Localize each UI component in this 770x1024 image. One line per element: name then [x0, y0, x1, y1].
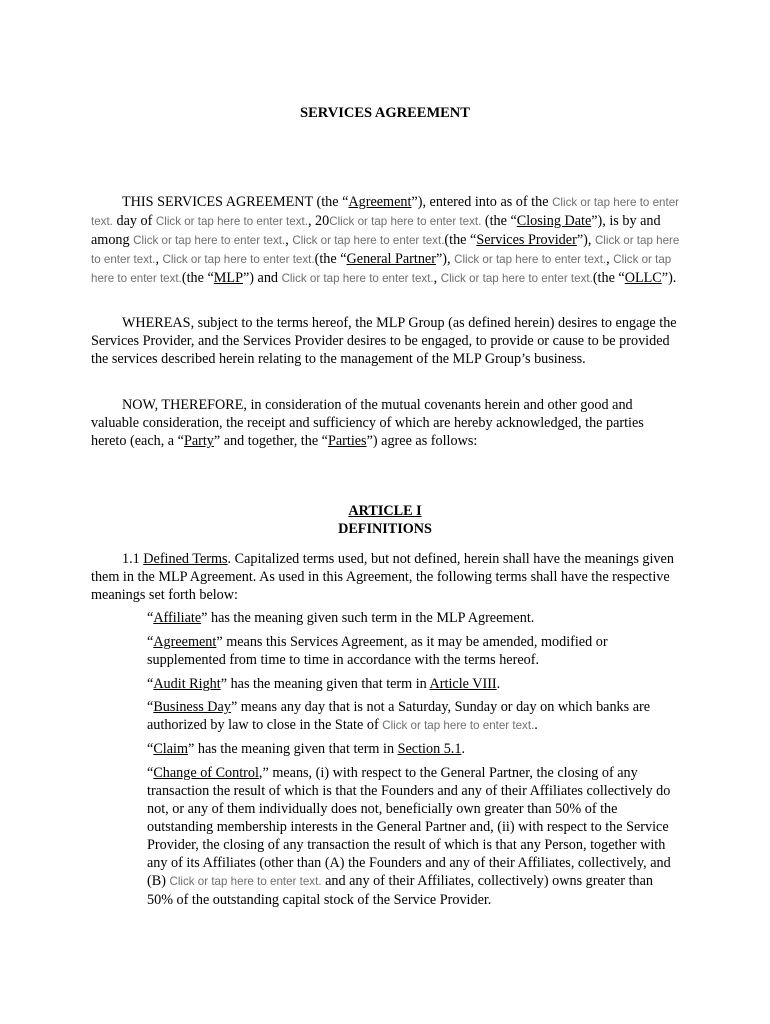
defined-term-mlp: MLP [213, 270, 243, 286]
section-heading: Defined Terms [143, 551, 228, 567]
placeholder-field[interactable]: Click or tap here to enter text. [329, 215, 482, 228]
defined-term-services-provider: Services Provider [476, 232, 577, 248]
defined-term-closing-date: Closing Date [516, 213, 592, 229]
placeholder-field[interactable]: Click or tap here to enter text. [133, 234, 286, 247]
cross-reference-link[interactable]: Article VIII [429, 676, 497, 692]
defined-term-parties: Parties [327, 433, 367, 449]
article-number: ARTICLE I [348, 503, 422, 519]
whereas-paragraph: WHEREAS, subject to the terms hereof, the MLP Group (as defined herein) desires to engage the Services Provider, and the Services Provider desires to be engaged, to provide or cause to be provided the services described herein relating to the management of the MLP Group’s business. [91, 315, 677, 367]
section-1-1: 1.1 Defined Terms. Capitalized terms used, but not defined, herein shall have the meanings given them in the MLP Agreement. As used in this Agreement, the following terms shall have the respective meanings set forth below: [91, 551, 674, 603]
definition-affiliate: “Affiliate” has the meaning given such term in the MLP Agreement. [147, 610, 535, 626]
defined-term: Audit Right [153, 676, 221, 692]
placeholder-field[interactable]: Click or tap here to enter text. [91, 196, 680, 228]
placeholder-field[interactable]: Click or tap here to enter text. [440, 272, 593, 285]
now-therefore-paragraph: NOW, THEREFORE, in consideration of the mutual covenants herein and other good and valuable consideration, the receipt and sufficiency of which are hereby acknowledged, the parties hereto (each, a “Party” and together, the “Parties”) agree as follows: [91, 397, 644, 449]
placeholder-field[interactable]: Click or tap here to enter text. [281, 272, 434, 285]
defined-term: Affiliate [153, 610, 202, 626]
defined-term: Change of Control [153, 765, 259, 781]
defined-term-agreement: Agreement [348, 194, 412, 210]
defined-term-general-partner: General Partner [346, 251, 436, 267]
placeholder-field[interactable]: Click or tap here to enter text. [292, 234, 445, 247]
definition-claim: “Claim” has the meaning given that term in Section 5.1. [147, 741, 465, 757]
placeholder-field[interactable]: Click or tap here to enter text. [91, 234, 680, 266]
placeholder-field[interactable]: Click or tap here to enter text. [382, 719, 535, 732]
placeholder-field[interactable]: Click or tap here to enter text. [454, 253, 607, 266]
definition-change-of-control: “Change of Control,” means, (i) with respect to the General Partner, the closing of any transaction the result of which is that the Founders and any of their Affiliates collectively do not, or any of them individually does not, beneficially own greater than 50% of the outstanding membership interests in the General Partner and, (ii) with respect to the Service Provider, the closing of any transaction the result of which is that any Person, together with any of its Affiliates (other than (A) the Founders and any of their Affiliates, collectively, and (B) Click or tap here to enter text. and any of their Affiliates, collectively) owns greater than 50% of the outstanding capital stock of the Service Provider. [147, 765, 671, 908]
placeholder-field[interactable]: Click or tap here to enter text. [91, 253, 672, 285]
placeholder-field[interactable]: Click or tap here to enter text. [155, 215, 308, 228]
cross-reference-link[interactable]: Section 5.1 [397, 741, 462, 757]
placeholder-field[interactable]: Click or tap here to enter text. [162, 253, 315, 266]
definition-business-day: “Business Day” means any day that is not a Saturday, Sunday or day on which banks are authorized by law to close in the State of Click or tap here to enter text.. [147, 699, 651, 733]
defined-term: Agreement [153, 634, 217, 650]
preamble-paragraph: THIS SERVICES AGREEMENT (the “Agreement”), entered into as of the Click or tap here to enter text. day of Click or tap here to enter text., 20Click or tap here to enter text. (the “Closing Date”), is by and among Click or tap here to enter text., Click or tap here to enter text.(the “Services Provider”), Click or tap here to enter text., Click or tap here to enter text.(the “General Partner”), Click or tap here to enter text., Click or tap here to enter text.(the “MLP”) and Click or tap here to enter text., Click or tap here to enter text.(the “OLLC”). [91, 194, 680, 286]
placeholder-field[interactable]: Click or tap here to enter text. [169, 875, 322, 888]
defined-term: Business Day [153, 699, 231, 715]
definition-agreement: “Agreement” means this Services Agreement, as it may be amended, modified or supplemented from time to time in accordance with the terms hereof. [147, 634, 608, 668]
defined-term: Claim [153, 741, 188, 757]
defined-term-party: Party [183, 433, 214, 449]
defined-term-ollc: OLLC [624, 270, 662, 286]
article-title: DEFINITIONS [338, 521, 432, 537]
definition-audit-right: “Audit Right” has the meaning given that term in Article VIII. [147, 676, 501, 692]
article-heading [0, 502, 770, 538]
document-title: SERVICES AGREEMENT [300, 105, 470, 121]
